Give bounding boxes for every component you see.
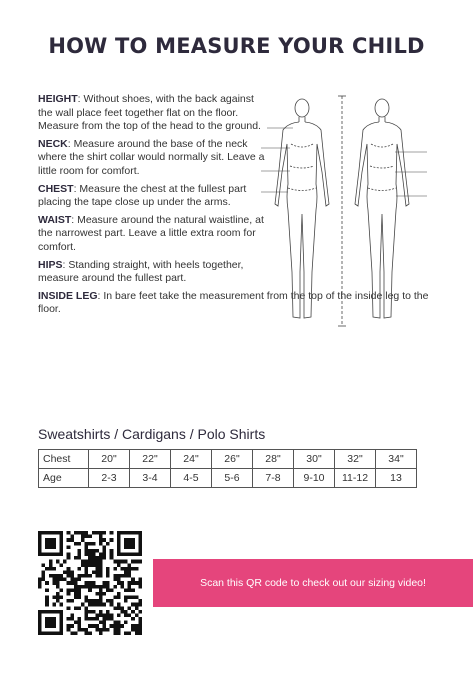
size-table-title: Sweatshirts / Cardigans / Polo Shirts: [38, 426, 266, 442]
qr-code-icon[interactable]: [38, 531, 142, 635]
chest-cell: 24": [171, 450, 212, 469]
chest-cell: 26": [212, 450, 253, 469]
chest-cell: 32": [335, 450, 376, 469]
instruction-text: : Measure around the base of the neck where the shirt collar would normally sit. Leave a little room for comfort.: [38, 137, 265, 177]
instruction-chest: [38, 183, 266, 210]
instruction-text: : Measure the chest at the fullest part placing the tape close up under the arms.: [38, 182, 247, 209]
instruction-label: WAIST: [38, 213, 72, 226]
chest-cell: 28": [253, 450, 294, 469]
age-cell: 4-5: [171, 469, 212, 488]
age-cell: 5-6: [212, 469, 253, 488]
size-table: [38, 449, 417, 488]
age-cell: 7-8: [253, 469, 294, 488]
instruction-text: : Without shoes, with the back against the wall place feet together flat on the floor. Measure from the top of the head to the ground.: [38, 93, 261, 133]
age-cell: 13: [376, 469, 417, 488]
row-label-chest: Chest: [39, 450, 89, 469]
instruction-label: HIPS: [38, 258, 63, 271]
age-cell: 9-10: [294, 469, 335, 488]
instruction-label: INSIDE LEG: [38, 289, 98, 302]
chest-cell: 34": [376, 450, 417, 469]
instruction-label: HEIGHT: [38, 93, 78, 105]
instruction-waist: [38, 214, 270, 255]
table-row-chest: [39, 450, 417, 469]
age-cell: 2-3: [89, 469, 130, 488]
age-cell: 11-12: [335, 469, 376, 488]
page-title: HOW TO MEASURE YOUR CHILD: [48, 34, 425, 58]
instruction-text: : Standing straight, with heels together, measure around the fullest part.: [38, 258, 244, 285]
chest-cell: 22": [130, 450, 171, 469]
instruction-text: : In bare feet take the measurement from the top of the inside leg to the floor.: [38, 289, 429, 316]
instruction-neck: [38, 138, 266, 179]
instruction-hips: [38, 259, 270, 286]
chest-cell: 20": [89, 450, 130, 469]
body-measurement-figure-icon: [255, 92, 445, 330]
instruction-text: : Measure around the natural waistline, at the narrowest part. Leave a little extra room for comfort.: [38, 213, 264, 253]
sizing-video-banner[interactable]: Scan this QR code to check out our sizing video!: [153, 559, 473, 607]
age-cell: 3-4: [130, 469, 171, 488]
row-label-age: Age: [39, 469, 89, 488]
chest-cell: 30": [294, 450, 335, 469]
instruction-height: [38, 93, 266, 134]
table-row-age: [39, 469, 417, 488]
instruction-label: NECK: [38, 137, 68, 150]
instruction-label: CHEST: [38, 182, 74, 195]
